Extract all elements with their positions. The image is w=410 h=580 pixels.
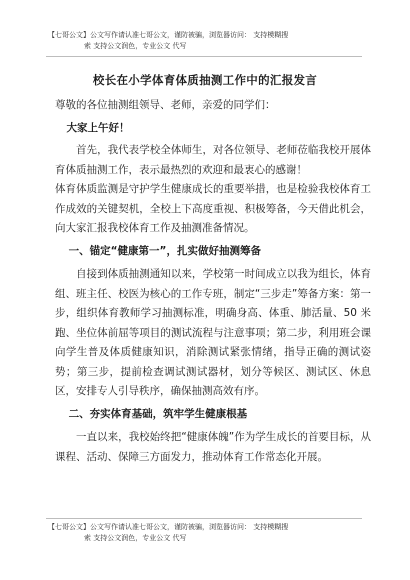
greeting: 大家上午好！ [66, 121, 130, 134]
section-heading-1: 一、锚定“健康第一”，扎实做好抽测筹备 [68, 244, 261, 257]
footer-line-2: 索 支持公文润色，专业公文 代写 [84, 534, 187, 542]
footer-divider [46, 518, 362, 519]
paragraph-intro: 体育体质监测是守护学生健康成长的重要举措，也是检验我校体育工作成效的关键契机，全校上下高度重视、积极筹备，今天借此机会，向大家汇报我校体育工作及抽测准备情况。 [55, 183, 371, 234]
section-heading-2: 二、夯实体育基础，筑牢学生健康根基 [68, 407, 248, 420]
page-footer-notice [48, 522, 368, 544]
page-header-notice [48, 30, 368, 52]
salutation: 尊敬的各位抽测组领导、老师，亲爱的同学们： [55, 99, 276, 111]
footer-line-1: 【七哥公文】公文写作请认准七哥公文，谨防被骗，浏览器访问： 支持模糊搜 [48, 523, 289, 531]
header-line-1: 【七哥公文】公文写作请认准七哥公文，谨防被骗，浏览器访问： 支持模糊搜 [48, 31, 289, 39]
document-title: 校长在小学体育体质抽测工作中的汇报发言 [92, 73, 318, 87]
header-line-2: 索 支持公文润色，专业公文 代写 [84, 42, 187, 50]
paragraph-welcome: 首先，我代表学校全体师生，对各位领导、老师莅临我校开展体育体质抽测工作，表示最热烈的欢迎和最衷心的感谢！ [55, 144, 371, 176]
paragraph-foundation: 一直以来，我校始终把“健康体魄”作为学生成长的首要目标，从课程、活动、保障三方面发力，推动体育工作常态化开展。 [55, 431, 371, 463]
paragraph-preparation: 自接到体质抽测通知以来，学校第一时间成立以我为组长，体育组、班主任、校医为核心的工作专班，制定“三步走”筹备方案：第一步，组织体育教师学习抽测标准，明确身高、体重、肺活量、50 米跑、坐位体前屈等项目的测试流程与注意事项；第二步，利用班会课向学生普及体质健康知识，消除测试紧张情绪，指导正确的测试姿势；第三步，提前检查调试测试器材，划分等候区、测试区、休息区，安排专人引导秩序，确保抽测高效有序。 [55, 268, 371, 397]
header-divider [46, 56, 362, 57]
document-body [55, 96, 371, 467]
